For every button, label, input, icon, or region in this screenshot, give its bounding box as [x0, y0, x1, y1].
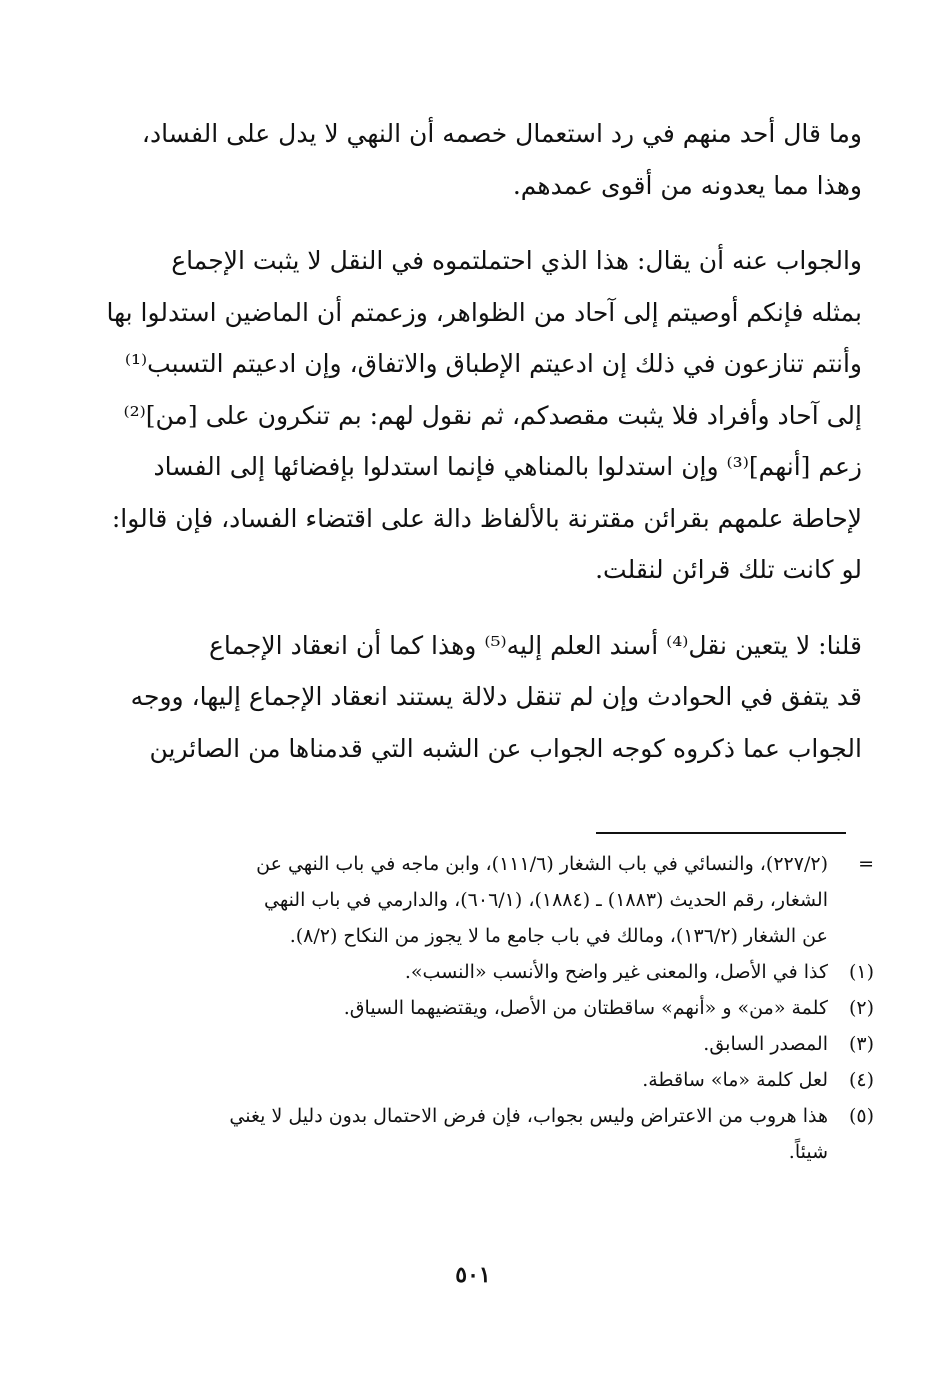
footnote-line: (٢٢٧/٢)، والنسائي في باب الشغار (١١١/٦)، وابن ماجه في باب النهي عن [256, 853, 828, 875]
footnote-text [96, 1026, 828, 1062]
paragraph-3 [100, 620, 862, 775]
footnote-marker: = [858, 853, 874, 875]
footnotes [96, 846, 874, 1170]
text-line: قد يتفق في الحوادث وإن لم تنقل دلالة يستند انعقاد الإجماع إليها، ووجه [130, 682, 862, 711]
text-line: بمثله فإنكم أوصيتم إلى آحاد من الظواهر، وزعمتم أن الماضين استدلوا بها [106, 297, 862, 327]
footnote-marker: (١) [848, 961, 874, 983]
footnote-line: شيئاً. [788, 1141, 828, 1163]
footnote-3 [96, 1026, 874, 1062]
footnote-divider [596, 832, 846, 834]
footnote-text [96, 846, 828, 954]
main-text [100, 108, 862, 774]
footnote-marker: (٣) [848, 1033, 874, 1055]
paragraph-1 [100, 108, 862, 211]
footnote-marker: (٥) [848, 1105, 874, 1127]
text-line: لإحاطة علمهم بقرائن مقترنة بالألفاظ دالة على اقتضاء الفساد، فإن قالوا: [111, 503, 862, 533]
page-number: ٥٠١ [455, 1262, 491, 1288]
footnote-text [96, 990, 828, 1026]
text-line: الجواب عما ذكروه كوجه الجواب عن الشبه التي قدمناها من الصائرين [149, 733, 862, 763]
footnote-marker: (٤) [848, 1069, 874, 1091]
footnote-line: كلمة «من» و «أنهم» ساقطتان من الأصل، ويقتضيهما السياق. [343, 997, 828, 1019]
text-line: إلى آحاد وأفراد فلا يثبت مقصدكم، ثم نقول لهم: بم تنكرون على [من]⁽²⁾ [123, 400, 862, 430]
footnote-1 [96, 954, 874, 990]
footnote-line: الشغار، رقم الحديث (١٨٨٣) ـ (١٨٨٤)، (٦٠٦/١)، والدارمي في باب النهي [263, 889, 828, 911]
text-line: وما قال أحد منهم في رد استعمال خصمه أن النهي لا يدل على الفساد، [141, 119, 862, 148]
footnote-text [96, 1062, 828, 1098]
footnote-4 [96, 1062, 874, 1098]
text-line: وهذا مما يعدونه من أقوى عمدهم. [512, 170, 862, 200]
footnote-line: كذا في الأصل، والمعنى غير واضح والأنسب «النسب». [404, 961, 828, 983]
footnote-continued [96, 846, 874, 954]
footnote-line: هذا هروب من الاعتراض وليس بجواب، فإن فرض الاحتمال بدون دليل لا يغني [229, 1105, 828, 1127]
footnote-text [96, 1098, 828, 1170]
text-line: وأنتم تنازعون في ذلك إن ادعيتم الإطباق والاتفاق، وإن ادعيتم التسبب⁽¹⁾ [124, 349, 862, 378]
footnote-line: لعل كلمة «ما» ساقطة. [642, 1069, 828, 1091]
footnote-5 [96, 1098, 874, 1170]
text-line: زعم [أنهم]⁽³⁾ وإن استدلوا بالمناهي فإنما استدلوا بإفضائها إلى الفساد [153, 452, 862, 481]
footnote-line: المصدر السابق. [703, 1033, 828, 1055]
footnote-text [96, 954, 828, 990]
text-line: لو كانت تلك قرائن لنقلت. [595, 555, 862, 584]
footnote-marker: (٢) [848, 997, 874, 1019]
text-line: قلنا: لا يتعين نقل⁽⁴⁾ أسند العلم إليه⁽⁵⁾ وهذا كما أن انعقاد الإجماع [208, 630, 862, 660]
footnote-line: عن الشغار (١٣٦/٢)، ومالك في باب جامع ما لا يجوز من النكاح (٨/٢). [289, 925, 828, 947]
paragraph-2 [100, 235, 862, 596]
text-line: والجواب عنه أن يقال: هذا الذي احتملتموه في النقل لا يثبت الإجماع [171, 246, 862, 275]
footnote-2 [96, 990, 874, 1026]
